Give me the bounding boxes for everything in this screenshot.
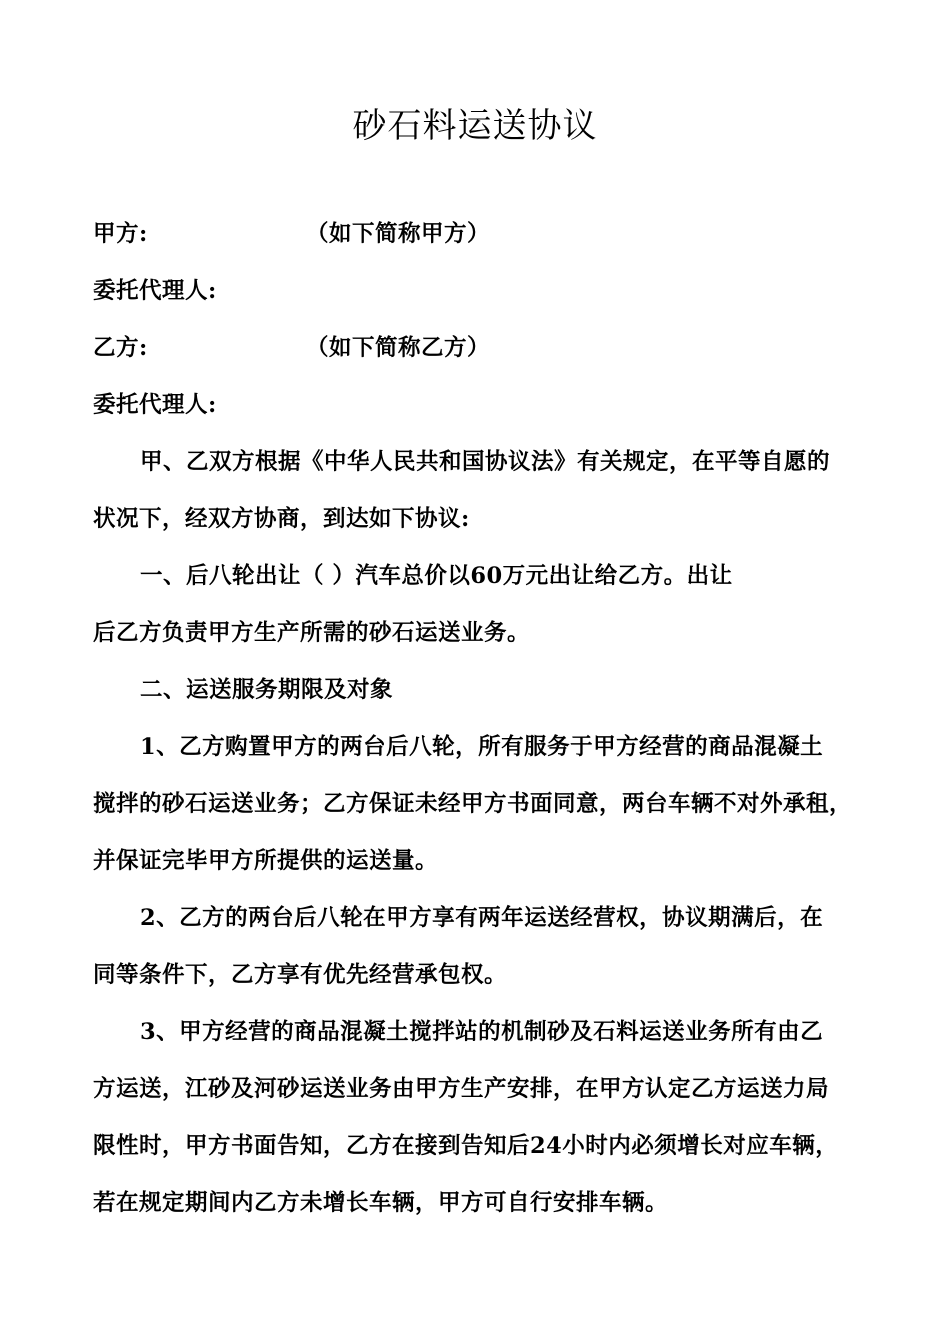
party-a-note: （如下简称甲方）	[306, 221, 491, 247]
clause1-line-2: 后乙方负责甲方生产所需的砂石运送业务。	[93, 620, 531, 646]
item3-line-4: 若在规定期间内乙方未增长车辆，甲方可自行安排车辆。	[93, 1190, 669, 1216]
clause2-heading: 二、运送服务期限及对象	[140, 677, 394, 703]
intro-line-2: 状况下，经双方协商，到达如下协议:	[93, 506, 470, 532]
item2-line-1: 2、乙方的两台后八轮在甲方享有两年运送经营权，协议期满后，在	[140, 905, 824, 931]
intro-line-1: 甲、乙双方根据《中华人民共和国协议法》有关规定，在平等自愿的	[140, 449, 831, 475]
item1-line-3: 并保证完毕甲方所提供的运送量。	[93, 848, 439, 874]
party-a-line	[93, 218, 491, 250]
item2-line-2: 同等条件下，乙方享有优先经营承包权。	[93, 962, 508, 988]
item1-line-2: 搅拌的砂石运送业务；乙方保证未经甲方书面同意，两台车辆不对外承租，	[93, 791, 853, 817]
party-b-line	[93, 332, 491, 364]
clause1-line-1: 一、后八轮出让（ ）汽车总价以60万元出让给乙方。出让	[140, 563, 733, 589]
item3-line-2: 方运送，江砂及河砂运送业务由甲方生产安排，在甲方认定乙方运送力局	[93, 1076, 830, 1102]
item3-line-3: 限性时，甲方书面告知，乙方在接到告知后24小时内必须增长对应车辆，	[93, 1133, 839, 1159]
party-b-label: 乙方:	[93, 335, 148, 361]
party-b-agent: 委托代理人:	[93, 392, 217, 418]
party-b-note: （如下简称乙方）	[306, 335, 491, 361]
party-a-agent: 委托代理人:	[93, 278, 217, 304]
item3-line-1: 3、甲方经营的商品混凝土搅拌站的机制砂及石料运送业务所有由乙	[140, 1019, 824, 1045]
party-a-label: 甲方:	[93, 221, 148, 247]
item1-line-1: 1、乙方购置甲方的两台后八轮，所有服务于甲方经营的商品混凝土	[140, 734, 824, 760]
document-title: 砂石料运送协议	[352, 106, 598, 146]
